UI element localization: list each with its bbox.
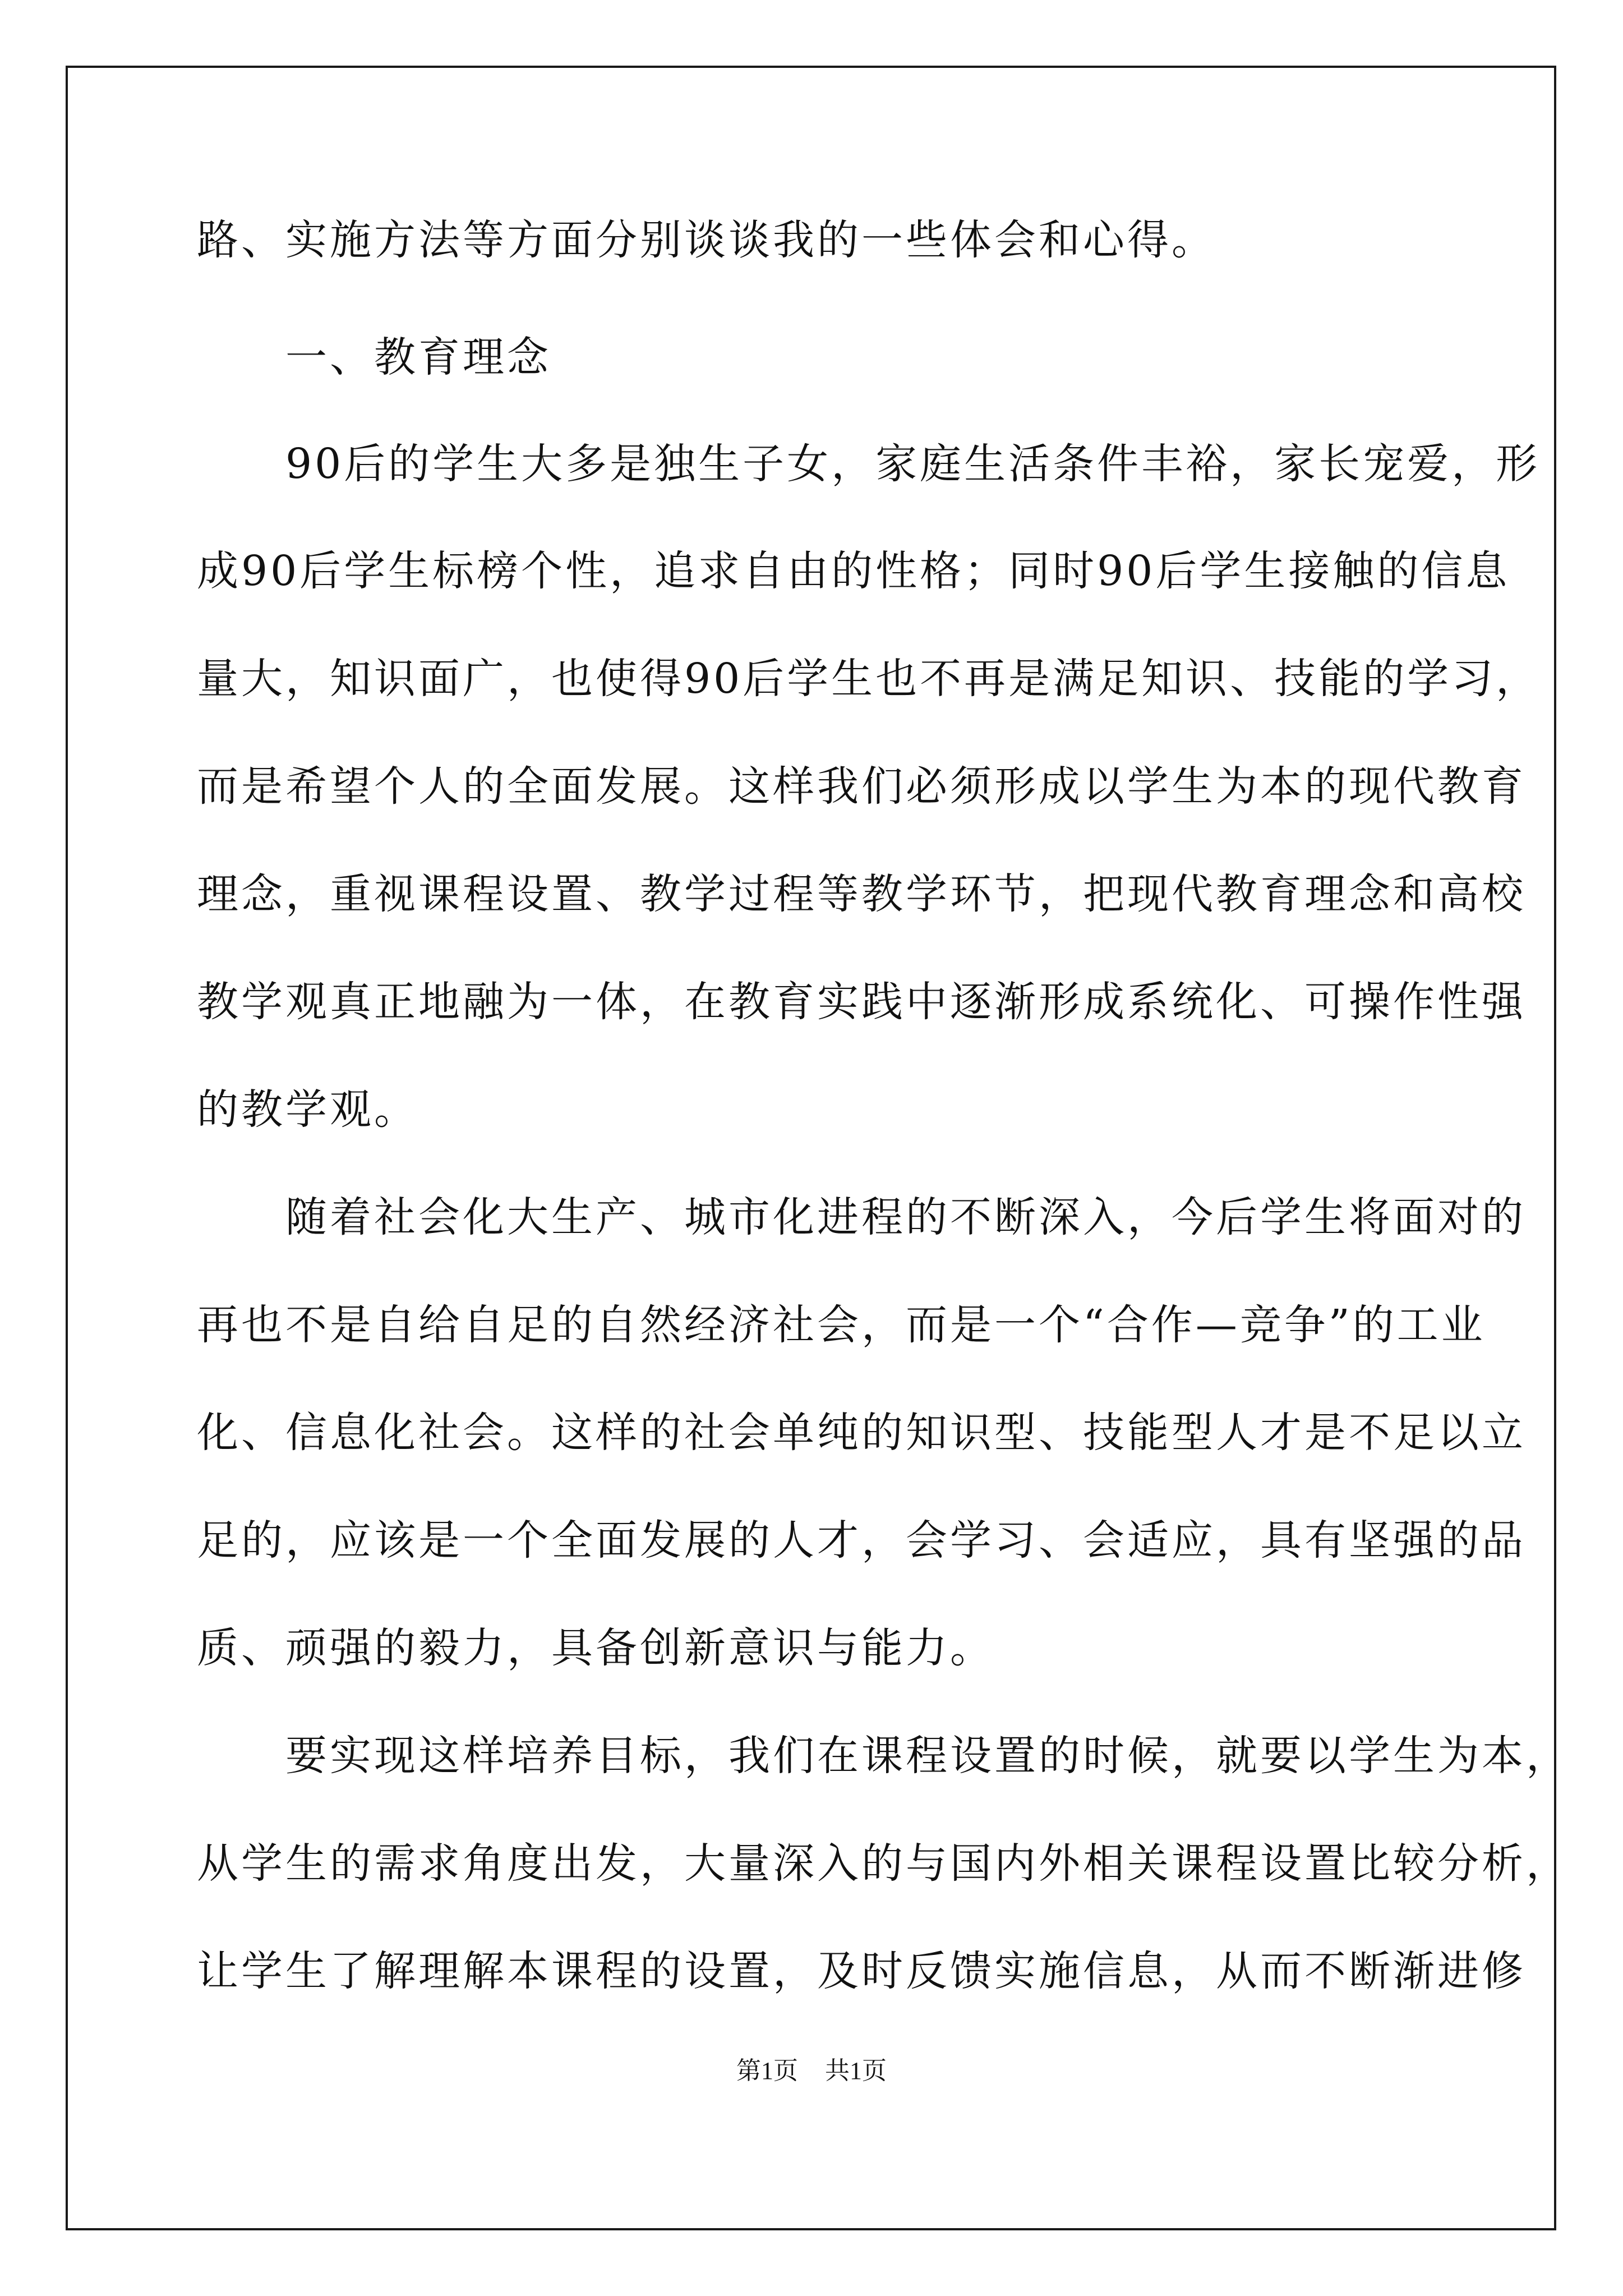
text-line: 从学生的需求角度出发，大量深入的与国内外相关课程设置比较分析，	[197, 1839, 1570, 1888]
text-line: 的教学观。	[197, 1085, 418, 1134]
text-line: 质、顽强的毅力，具备创新意识与能力。	[197, 1624, 994, 1672]
text-line: 再也不是自给自足的自然经济社会，而是一个“合作—竞争”的工业	[197, 1301, 1486, 1349]
text-line: 让学生了解理解本课程的设置，及时反馈实施信息，从而不断渐进修	[197, 1947, 1526, 1995]
text-line: 理念，重视课程设置、教学过程等教学环节，把现代教育理念和高校	[197, 870, 1526, 918]
text-line: 要实现这样培养目标，我们在课程设置的时候，就要以学生为本，	[197, 1732, 1570, 1780]
text-line: 随着社会化大生产、城市化进程的不断深入，今后学生将面对的	[197, 1193, 1526, 1241]
text-line: 而是希望个人的全面发展。这样我们必须形成以学生为本的现代教育	[197, 762, 1526, 811]
text-line: 量大，知识面广，也使得90后学生也不再是满足知识、技能的学习，	[197, 655, 1541, 703]
section-heading: 一、教育理念	[197, 333, 551, 381]
text-line: 成90后学生标榜个性，追求自由的性格；同时90后学生接触的信息	[197, 547, 1510, 595]
page-number-current: 第1页	[736, 2057, 798, 2085]
text-line: 足的，应该是一个全面发展的人才，会学习、会适应，具有坚强的品	[197, 1516, 1526, 1565]
page-border	[66, 66, 1556, 2230]
page-number-total: 共1页	[825, 2057, 887, 2085]
text-line: 教学观真正地融为一体，在教育实践中逐渐形成系统化、可操作性强	[197, 978, 1526, 1026]
text-line: 化、信息化社会。这样的社会单纯的知识型、技能型人才是不足以立	[197, 1409, 1526, 1457]
page-footer	[0, 2055, 1623, 2087]
text-line: 90后的学生大多是独生子女，家庭生活条件丰裕，家长宠爱，形	[197, 440, 1541, 488]
text-line: 路、实施方法等方面分别谈谈我的一些体会和心得。	[197, 216, 1216, 264]
